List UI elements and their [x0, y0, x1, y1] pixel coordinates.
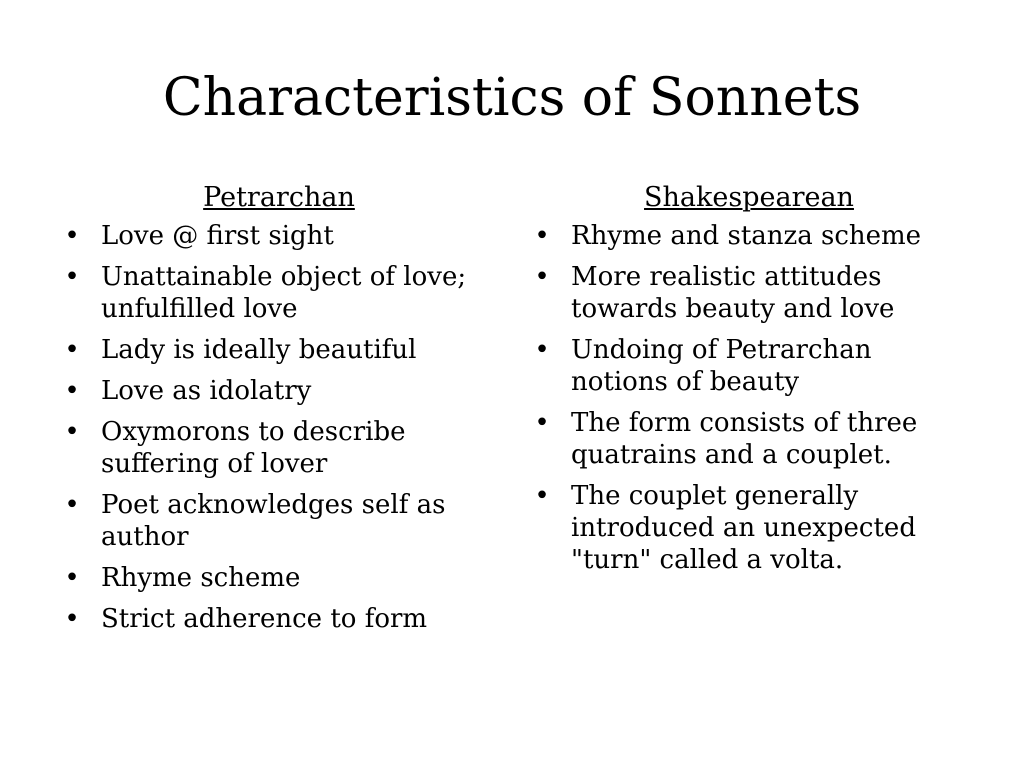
bullet-icon: •: [64, 262, 80, 292]
bullet-icon: •: [64, 417, 80, 447]
list-item: [526, 480, 972, 576]
list-item-text: Unattainable object of love; unfulfilled love: [101, 262, 467, 324]
shakespearean-column: [526, 178, 972, 585]
shakespearean-list: [526, 220, 972, 576]
list-item: [56, 416, 502, 480]
list-item-text: Rhyme and stanza scheme: [571, 221, 922, 251]
list-item-text: Oxymorons to describe suffering of lover: [101, 417, 406, 479]
list-item: [526, 261, 972, 325]
list-item-text: More realistic attitudes towards beauty and love: [571, 262, 895, 324]
list-item-text: Love as idolatry: [101, 376, 312, 406]
bullet-icon: •: [64, 563, 80, 593]
list-item-text: Poet acknowledges self as author: [101, 490, 446, 552]
list-item: [56, 220, 502, 252]
bullet-icon: •: [534, 262, 550, 292]
list-item: [526, 334, 972, 398]
list-item-text: Lady is ideally beautiful: [101, 335, 417, 365]
list-item: [526, 407, 972, 471]
bullet-icon: •: [64, 221, 80, 251]
list-item-text: The form consists of three quatrains and a couplet.: [571, 408, 918, 470]
list-item: [56, 261, 502, 325]
list-item-text: Love @ first sight: [101, 221, 334, 251]
list-item: [56, 603, 502, 635]
bullet-icon: •: [534, 221, 550, 251]
list-item-text: Undoing of Petrarchan notions of beauty: [571, 335, 872, 397]
bullet-icon: •: [64, 376, 80, 406]
list-item: [56, 489, 502, 553]
list-item-text: Rhyme scheme: [101, 563, 301, 593]
list-item: [56, 375, 502, 407]
petrarchan-list: [56, 220, 502, 635]
list-item: [56, 562, 502, 594]
list-item-text: The couplet generally introduced an unexpected "turn" called a volta.: [571, 481, 916, 575]
bullet-icon: •: [534, 481, 550, 511]
list-item: [56, 334, 502, 366]
list-item-text: Strict adherence to form: [101, 604, 428, 634]
bullet-icon: •: [64, 335, 80, 365]
slide-title: Characteristics of Sonnets: [162, 68, 862, 128]
bullet-icon: •: [534, 408, 550, 438]
bullet-icon: •: [534, 335, 550, 365]
bullet-icon: •: [64, 490, 80, 520]
list-item: [526, 220, 972, 252]
bullet-icon: •: [64, 604, 80, 634]
shakespearean-heading: Shakespearean: [644, 182, 854, 213]
petrarchan-column: [56, 178, 502, 644]
petrarchan-heading: Petrarchan: [203, 182, 355, 213]
